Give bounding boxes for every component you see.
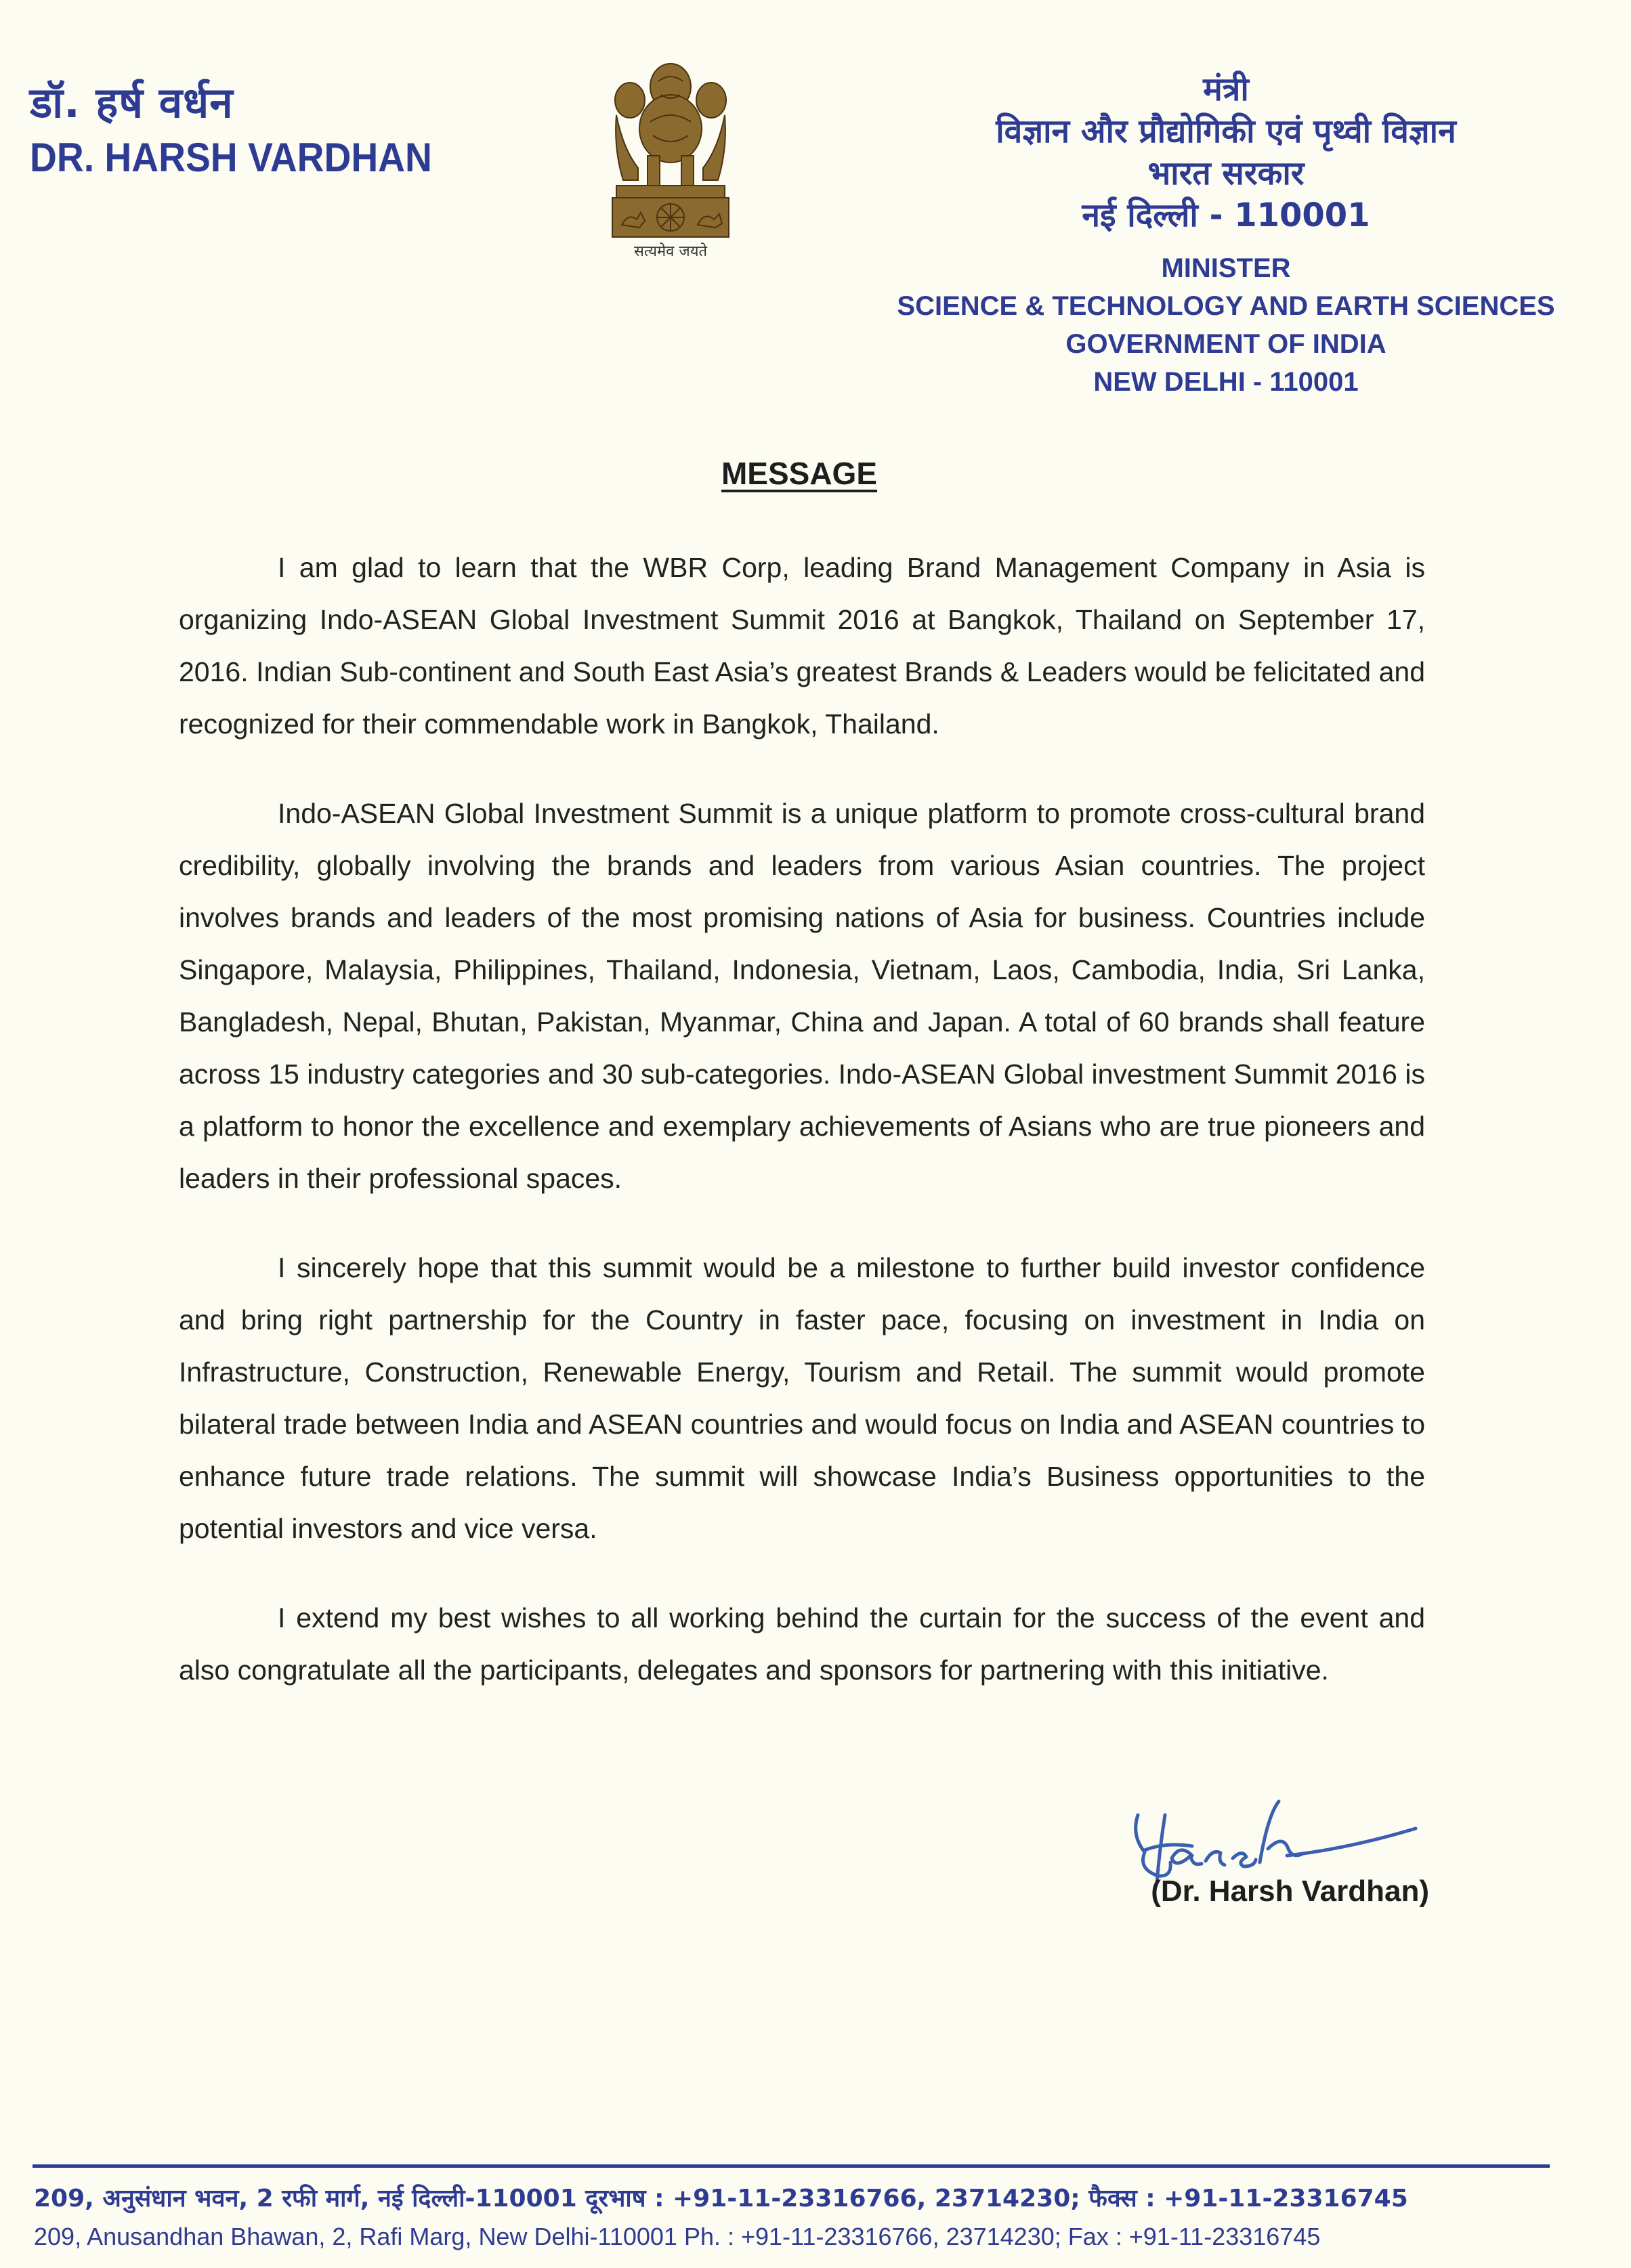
footer-address-english: 209, Anusandhan Bhawan, 2, Rafi Marg, New Delhi-110001 Ph. : +91-11-23316766, 23714230; Fax : +91-11-23316745 — [34, 2223, 1321, 2250]
designation-english-line1: MINISTER — [1161, 253, 1291, 283]
designation-hindi-line3: भारत सरकार — [1147, 154, 1305, 192]
message-heading: MESSAGE — [721, 456, 878, 491]
designation-english-line3: GOVERNMENT OF INDIA — [1065, 329, 1386, 359]
body-paragraph-1: I am glad to learn that the WBR Corp, leading Brand Management Company in Asia is organizing Indo-ASEAN Global Investment Summit 2016 at Bangkok, Thailand on September 17, 2016. Indian Sub-continent and South East Asia’s greatest Brands & Leaders would be felicitated and recognized for their commendable work in Bangkok, Thailand. — [179, 552, 1425, 740]
message-body — [179, 542, 1425, 1734]
emblem-motto: सत्यमेव जयते — [633, 243, 708, 260]
designation-hindi-line1: मंत्री — [1203, 70, 1249, 108]
designation-hindi-line2: विज्ञान और प्रौद्योगिकी एवं पृथ्वी विज्ञान — [996, 112, 1456, 150]
footer-address-hindi: 209, अनुसंधान भवन, 2 रफी मार्ग, नई दिल्ली-110001 दूरभाष : +91-11-23316766, 23714230; फैक्स : +91-11-23316745 — [34, 2185, 1408, 2212]
minister-name-english: DR. HARSH VARDHAN — [30, 135, 432, 180]
body-paragraph-3: I sincerely hope that this summit would be a milestone to further build investor confidence and bring right partnership for the Country in faster pace, focusing on investment in India on Infrastructure, Construction, Renewable Energy, Tourism and Retail. The summit would promote bilateral trade between India and ASEAN countries and would focus on India and ASEAN countries to enhance future trade relations. The summit will showcase India’s Business opportunities to the potential investors and vice versa. — [179, 1252, 1425, 1544]
signatory-name: (Dr. Harsh Vardhan) — [1151, 1875, 1429, 1908]
designation-english-line2: SCIENCE & TECHNOLOGY AND EARTH SCIENCES — [897, 291, 1555, 321]
body-paragraph-4: I extend my best wishes to all working behind the curtain for the success of the event and also congratulate all the participants, delegates and sponsors for partnering with this initiative. — [179, 1602, 1425, 1686]
body-paragraph-2: Indo-ASEAN Global Investment Summit is a unique platform to promote cross-cultural brand credibility, globally involving the brands and leaders from various Asian countries. The project involves brands and leaders of the most promising nations of Asia for business. Countries include Singapore, Malaysia, Philippines, Thailand, Indonesia, Vietnam, Laos, Cambodia, India, Sri Lanka, Bangladesh, Nepal, Bhutan, Pakistan, Myanmar, China and Japan. A total of 60 brands shall feature across 15 industry categories and 30 sub-categories. Indo-ASEAN Global investment Summit 2016 is a platform to honor the excellence and exemplary achievements of Asians who are true pioneers and leaders in their professional spaces. — [179, 798, 1425, 1194]
national-emblem-icon — [596, 47, 745, 271]
designation-hindi-line4: नई दिल्ली - 110001 — [1082, 196, 1370, 234]
footer-divider — [33, 2164, 1550, 2168]
designation-english-line4: NEW DELHI - 110001 — [1093, 367, 1359, 397]
minister-name-hindi: डॉ. हर्ष वर्धन — [30, 78, 234, 127]
